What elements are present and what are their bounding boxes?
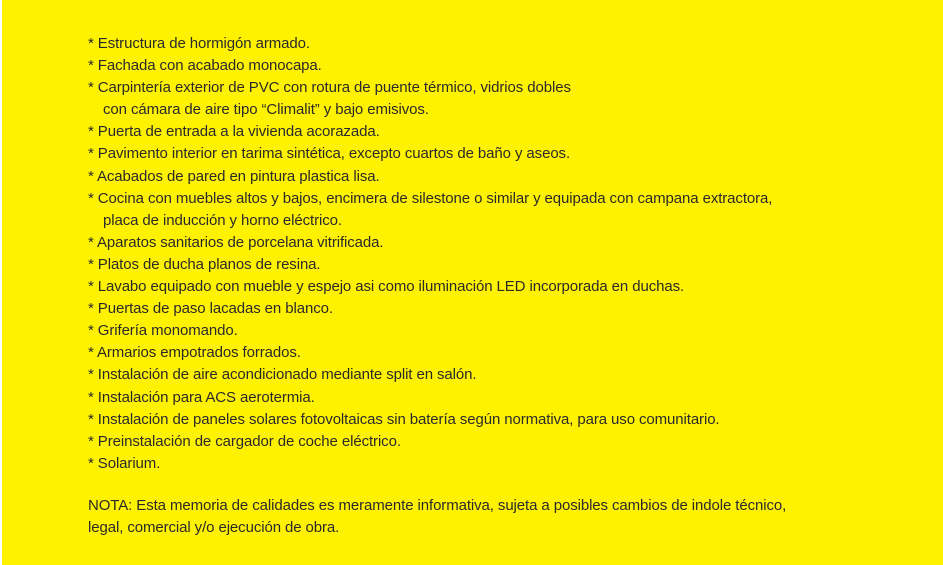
feature-item	[88, 276, 928, 298]
feature-text: * Acabados de pared en pintura plastica lisa.	[88, 167, 380, 185]
feature-text: * Platos de ducha planos de resina.	[88, 255, 321, 273]
feature-text: * Carpintería exterior de PVC con rotura de puente térmico, vidrios dobles	[88, 79, 571, 97]
feature-item	[88, 121, 928, 143]
feature-text: * Fachada con acabado monocapa.	[88, 57, 322, 75]
feature-text: * Solarium.	[88, 454, 161, 472]
feature-item	[88, 232, 928, 254]
feature-item	[88, 77, 928, 121]
feature-item	[88, 342, 928, 364]
feature-text: * Instalación de aire acondicionado mediante split en salón.	[88, 366, 477, 384]
feature-text: * Puertas de paso lacadas en blanco.	[88, 300, 333, 318]
feature-item	[88, 453, 928, 475]
feature-item	[88, 143, 928, 165]
feature-item	[88, 55, 928, 77]
feature-item	[88, 387, 928, 409]
feature-text: * Puerta de entrada a la vivienda acorazada.	[88, 123, 380, 141]
feature-item	[88, 298, 928, 320]
disclaimer-line: NOTA: Esta memoria de calidades es meramente informativa, sujeta a posibles cambios de indole técnico,	[88, 496, 787, 514]
feature-text: * Instalación de paneles solares fotovoltaicas sin batería según normativa, para uso comunitario.	[88, 410, 720, 428]
feature-item	[88, 166, 928, 188]
feature-text: * Estructura de hormigón armado.	[88, 35, 310, 52]
feature-text: * Instalación para ACS aerotermia.	[88, 388, 315, 406]
feature-list	[88, 33, 928, 475]
disclaimer-line: legal, comercial y/o ejecución de obra.	[88, 518, 340, 536]
feature-item	[88, 188, 928, 232]
feature-item	[88, 320, 928, 342]
feature-text: * Grifería monomando.	[88, 322, 238, 340]
feature-text: * Aparatos sanitarios de porcelana vitrificada.	[88, 233, 384, 251]
feature-text: * Preinstalación de cargador de coche eléctrico.	[88, 432, 401, 450]
feature-text: * Lavabo equipado con mueble y espejo asi como iluminación LED incorporada en duchas.	[88, 278, 685, 296]
feature-item	[88, 254, 928, 276]
feature-continuation: con cámara de aire tipo “Climalit” y bajo emisivos.	[103, 101, 429, 119]
feature-text: * Cocina con muebles altos y bajos, encimera de silestone o similar y equipada con campana extractora,	[88, 189, 773, 207]
feature-item	[88, 364, 928, 386]
feature-continuation: placa de inducción y horno eléctrico.	[103, 211, 342, 229]
feature-text: * Armarios empotrados forrados.	[88, 344, 301, 362]
disclaimer-note	[88, 495, 928, 539]
feature-text: * Pavimento interior en tarima sintética, excepto cuartos de baño y aseos.	[88, 145, 571, 163]
feature-item	[88, 33, 928, 55]
feature-item	[88, 431, 928, 453]
feature-item	[88, 409, 928, 431]
quality-specs	[88, 33, 928, 539]
left-edge-rule	[0, 0, 2, 565]
